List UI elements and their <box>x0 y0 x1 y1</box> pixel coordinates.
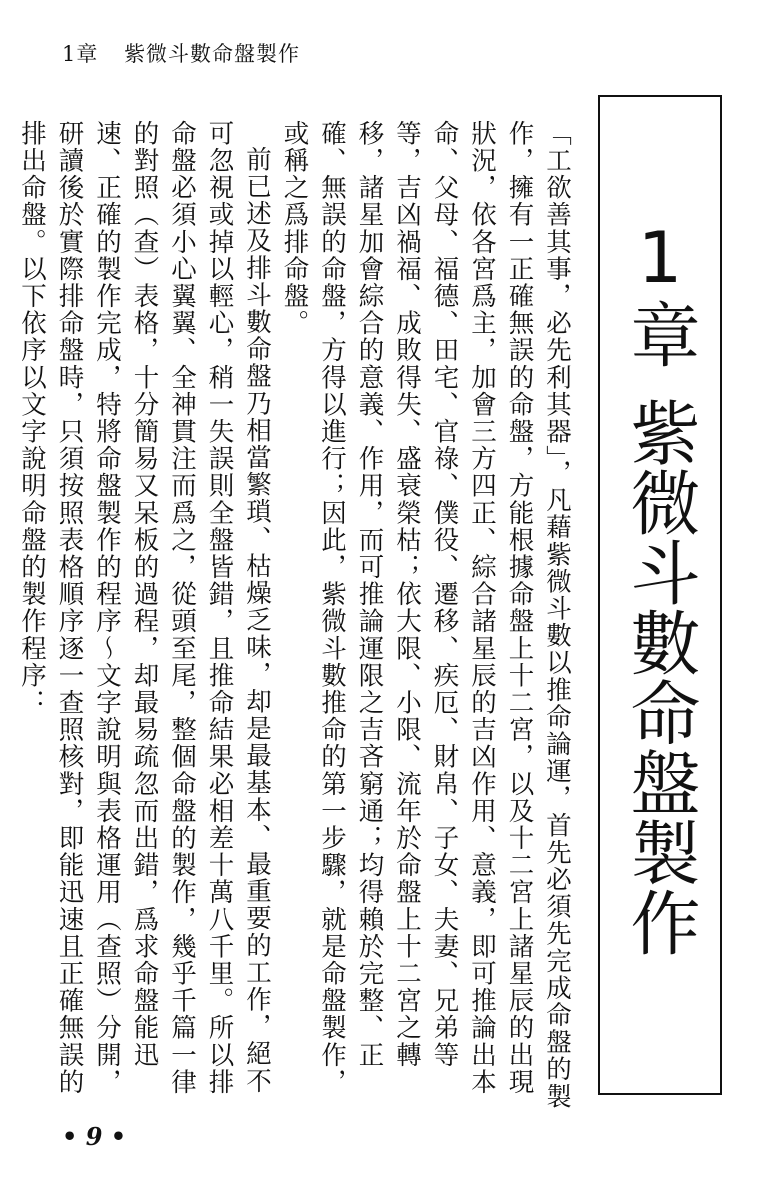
running-head-chapter: 1章 <box>62 42 99 66</box>
body-text <box>17 120 575 1110</box>
running-head-title: 紫微斗數命盤製作 <box>124 42 301 66</box>
paragraph: 「工欲善其事，必先利其器」，凡藉紫微斗數以推命論運，首先必須先完成命盤的製作，擁有一正確無誤的命盤，方能根據命盤上十二宮，以及十二宮上諸星辰的出現狀況，依各宮爲主，加會三方四正、綜合諸星辰的吉凶作用、意義，即可推論出本命、父母、福德、田宅、官祿、僕役、遷移、疾厄、財帛、子女、夫妻、兄弟等等，吉凶禍福、成敗得失、盛衰榮枯；依大限、小限、流年於命盤上十二宮之轉移，諸星加會綜合的意義、作用，而可推論運限之吉吝窮通；均得賴於完整、正確、無誤的命盤，方得以進行；因此，紫微斗數推命的第一步驟，就是命盤製作，或稱之爲排命盤。 <box>279 120 572 1110</box>
page-number: • 9 • <box>62 1122 127 1151</box>
chapter-title <box>600 137 720 1037</box>
chapter-title-box <box>598 95 722 1095</box>
paragraph: 前已述及排斗數命盤乃相當繁瑣、枯燥乏味，却是最基本、最重要的工作，絕不可忽視或掉以輕心，稍一失誤則全盤皆錯，且推命結果必相差十萬八千里。所以排命盤必須小心翼翼、全神貫注而爲之，從頭至尾，整個命盤的製作，幾乎千篇一律的對照（查）表格，十分簡易又呆板的過程，却最易疏忽而出錯，爲求命盤能迅速、正確的製作完成，特將命盤製作的程序～文字說明與表格運用（查照）分開，研讀後於實際排命盤時，只須按照表格順序逐一查照核對，即能迅速且正確無誤的排出命盤。以下依序以文字說明命盤的製作程序： <box>17 120 272 1096</box>
chapter-title-text: 紫微斗數命盤製作 <box>619 397 701 957</box>
chapter-number: 1章 <box>619 217 701 369</box>
running-head <box>62 38 300 68</box>
